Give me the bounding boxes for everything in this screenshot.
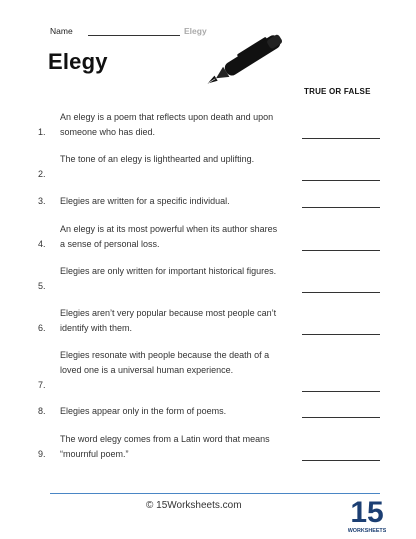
footer-copyright: © 15Worksheets.com xyxy=(146,500,242,511)
question-number: 2. xyxy=(38,169,46,179)
question-text: The tone of an elegy is lighthearted and uplifting. xyxy=(60,154,255,164)
question-number: 3. xyxy=(38,196,46,206)
question-text: Elegies appear only in the form of poems. xyxy=(60,406,227,416)
question-text: An elegy is at its most powerful when its author shares a sense of personal loss. xyxy=(60,224,278,249)
answer-line[interactable] xyxy=(302,292,380,293)
question-text: An elegy is a poem that reflects upon death and upon someone who has died. xyxy=(60,112,274,137)
name-input-line[interactable] xyxy=(88,35,180,36)
question-text: Elegies are written for a specific individual. xyxy=(60,196,230,206)
question-number: 6. xyxy=(38,323,46,333)
worksheets-logo-icon xyxy=(348,494,386,534)
question-number: 4. xyxy=(38,239,46,249)
question-number: 5. xyxy=(38,281,46,291)
question-number: 8. xyxy=(38,406,46,416)
logo-text: WORKSHEETS xyxy=(348,528,386,534)
page-title: Elegy xyxy=(48,49,108,74)
answer-line[interactable] xyxy=(302,417,380,418)
question-text: Elegies resonate with people because the death of a loved one is a universal human experience. xyxy=(60,350,270,375)
question-text: Elegies are only written for important historical figures. xyxy=(60,266,277,276)
fountain-pen-icon xyxy=(200,26,300,88)
name-label: Name xyxy=(50,26,73,36)
answer-line[interactable] xyxy=(302,334,380,335)
question-number: 9. xyxy=(38,449,46,459)
subject-label: Elegy xyxy=(184,26,207,36)
question-number: 1. xyxy=(38,127,46,137)
answer-line[interactable] xyxy=(302,460,380,461)
question-text: The word elegy comes from a Latin word that means “mournful poem.” xyxy=(60,434,270,459)
answer-line[interactable] xyxy=(302,180,380,181)
question-number: 7. xyxy=(38,380,46,390)
answer-line[interactable] xyxy=(302,138,380,139)
logo-number: 15 xyxy=(350,496,384,529)
answer-line[interactable] xyxy=(302,391,380,392)
footer-divider xyxy=(50,493,380,494)
question-text: Elegies aren’t very popular because most people can’t identify with them. xyxy=(60,308,277,333)
answer-line[interactable] xyxy=(302,250,380,251)
answer-line[interactable] xyxy=(302,207,380,208)
answer-column-header: TRUE OR FALSE xyxy=(304,87,371,96)
